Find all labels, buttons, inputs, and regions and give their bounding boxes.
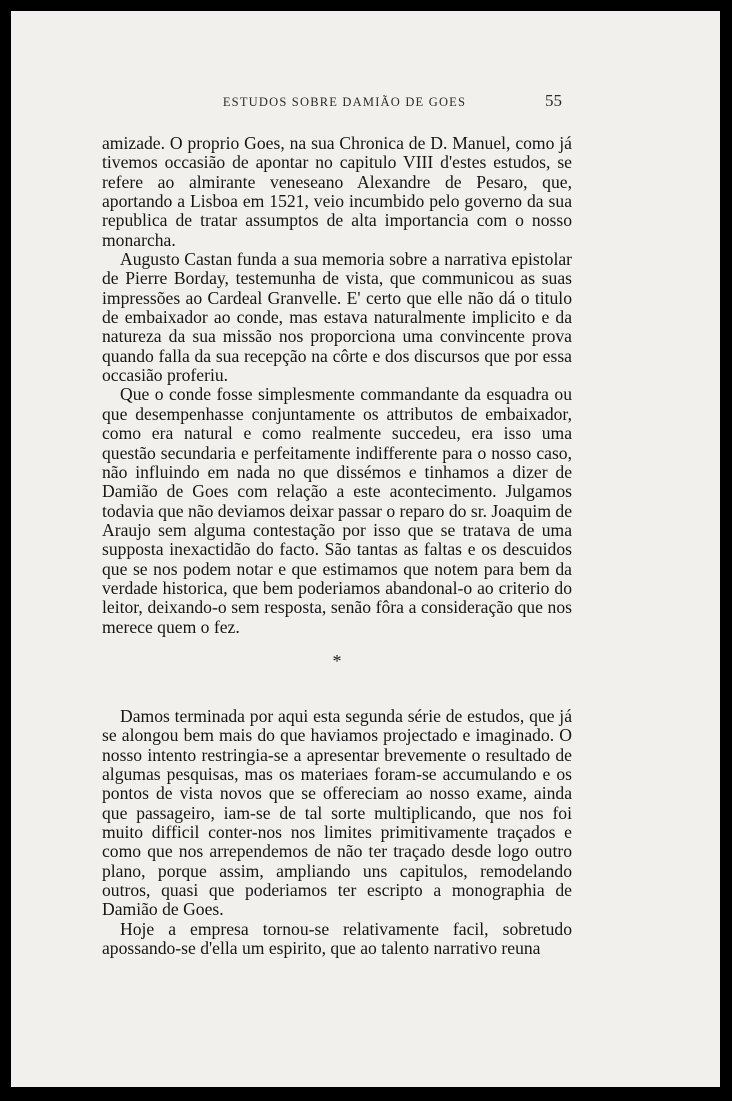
paragraph: Augusto Castan funda a sua memoria sobre a narrativa epistolar de Pierre Borday, testemunha de vista, que communicou as suas impressões ao Cardeal Granvelle. E' certo que elle não dá o titulo de embaixador ao conde, mas estava naturalmente implicito e da natureza da sua missão nos proporciona uma convincente prova quando falla da sua recepção na côrte e dos discursos que por essa occasião proferiu. (102, 249, 572, 386)
paragraph: Damos terminada por aqui esta segunda série de estudos, que já se alongou bem mais do que haviamos projectado e imaginado. O nosso intento restringia-se a apresentar brevemente o resultado de algumas pesquisas, mas os materiaes foram-se accumulando e os pontos de vista novos que se offereciam ao nosso exame, ainda que passageiro, iam-se de tal sorte multiplicando, que nos foi muito difficil conter-nos nos limites primitivamente traçados e como que nos arrependemos de não ter traçado desde logo outro plano, porque assim, ampliando uns capitulos, remodelando outros, quasi que poderiamos ter escripto a monographia de Damião de Goes. (102, 705, 572, 920)
book-page (11, 11, 720, 1087)
body-text (102, 134, 572, 958)
page-header (11, 91, 720, 115)
paragraph: amizade. O proprio Goes, na sua Chronica de D. Manuel, como já tivemos occasião de apontar no capitulo VIII d'estes estudos, se refere ao almirante veneseano Alexandre de Pesaro, que, aportando a Lisboa em 1521, veio incumbido pelo governo da sua republica de tratar assumptos de alta importancia com o nosso monarcha. (102, 133, 572, 250)
section-break-asterisk: * (332, 650, 342, 671)
running-title: ESTUDOS SOBRE DAMIÃO DE GOES (222, 95, 467, 109)
page-number: 55 (545, 91, 562, 110)
paragraph: Hoje a empresa tornou-se relativamente facil, sobretudo apossando-se d'ella um espirito, que ao talento narrativo reuna (102, 918, 572, 959)
paragraph: Que o conde fosse simplesmente commandante da esquadra ou que desempenhasse conjuntamente os attributos de embaixador, como era natural e como realmente succedeu, era isso uma questão secundaria e perfeitamente indifferente para o nosso caso, não influindo em nada no que dissémos e tinhamos a dizer de Damião de Goes com relação a este acontecimento. Julgamos todavia que não deviamos deixar passar o reparo do sr. Joaquim de Araujo sem alguma contestação por isso que se tratava de uma supposta inexactidão do facto. São tantas as faltas e os descuidos que se nos podem notar e que estimamos que notem para bem da verdade historica, que bem poderiamos abandonal-o ao criterio do leitor, deixando-o sem resposta, senão fôra a consideração que nos merece quem o fez. (102, 384, 573, 637)
